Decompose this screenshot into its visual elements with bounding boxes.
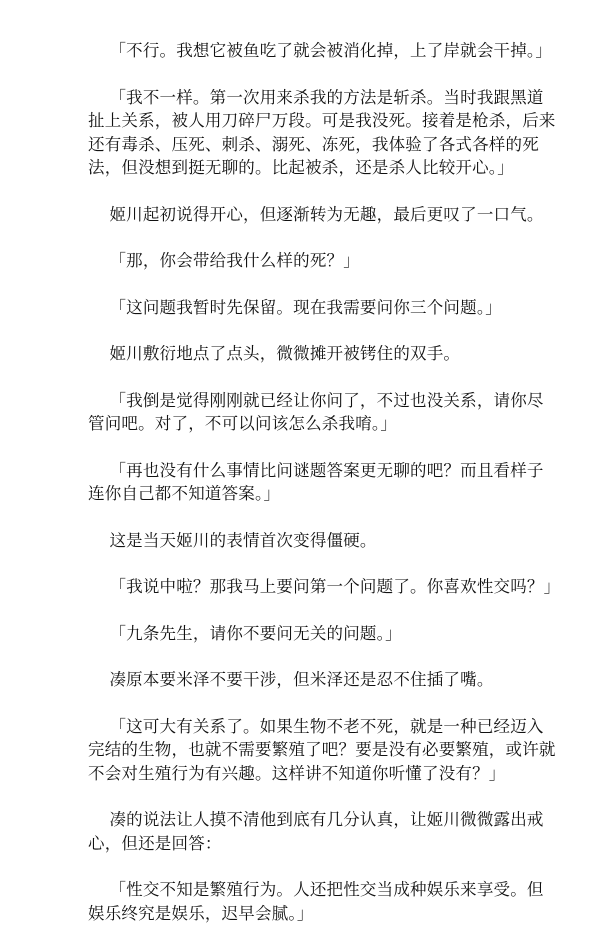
paragraph-9: 这是当天姬川的表情首次变得僵硬。 [109, 530, 377, 550]
paragraph-15: 「性交不知是繁殖行为。人还把性交当成种娱乐来享受。但娱乐终究是娱乐，迟早会腻。」 [88, 880, 544, 923]
paragraph-10: 「我说中啦？那我马上要问第一个问题了。你喜欢性交吗？」 [109, 577, 561, 596]
paragraph-13: 「这可大有关系了。如果生物不老不死，就是一种已经迈入完结的生物，也就不需要繁殖了吧？要是没有必要繁殖，或许就不会对生殖行为有兴趣。这样讲不知道你听懂了没有？」 [88, 716, 556, 783]
paragraph-5: 「这问题我暂时先保留。现在我需要问你三个问题。」 [109, 297, 502, 317]
paragraph-4: 「那，你会带给我什么样的死？」 [109, 251, 360, 270]
paragraph-2: 「我不一样。第一次用来杀我的方法是斩杀。当时我跟黑道扯上关系，被人用刀碎尸万段。可是我没死。接着是枪杀，后来还有毒杀、压死、刺杀、溺死、冻死，我体验了各式各样的死法，但没想到挺无聊的。比起被杀，还是杀人比较开心。」 [88, 87, 556, 177]
paragraph-1: 「不行。我想它被鱼吃了就会被消化掉，上了岸就会干掉。」 [109, 41, 553, 60]
paragraph-8: 「再也没有什么事情比问谜题答案更无聊的吧？而且看样子连你自己都不知道答案。」 [88, 460, 544, 503]
paragraph-3: 姬川起初说得开心，但逐渐转为无趣，最后更叹了一口气。 [109, 204, 544, 224]
paragraph-14: 凑的说法让人摸不清他到底有几分认真，让姬川微微露出戒心，但还是回答： [88, 810, 544, 853]
document-page [88, 39, 561, 925]
paragraph-11: 「九条先生，请你不要问无关的问题。」 [109, 623, 402, 643]
paragraph-6: 姬川敷衍地点了点头，微微摊开被铐住的双手。 [109, 344, 461, 363]
paragraph-7: 「我倒是觉得刚刚就已经让你问了，不过也没关系，请你尽管问吧。对了，不可以问该怎么杀我唷。」 [88, 390, 544, 433]
paragraph-12: 凑原本要米泽不要干涉，但米泽还是忍不住插了嘴。 [109, 670, 494, 689]
